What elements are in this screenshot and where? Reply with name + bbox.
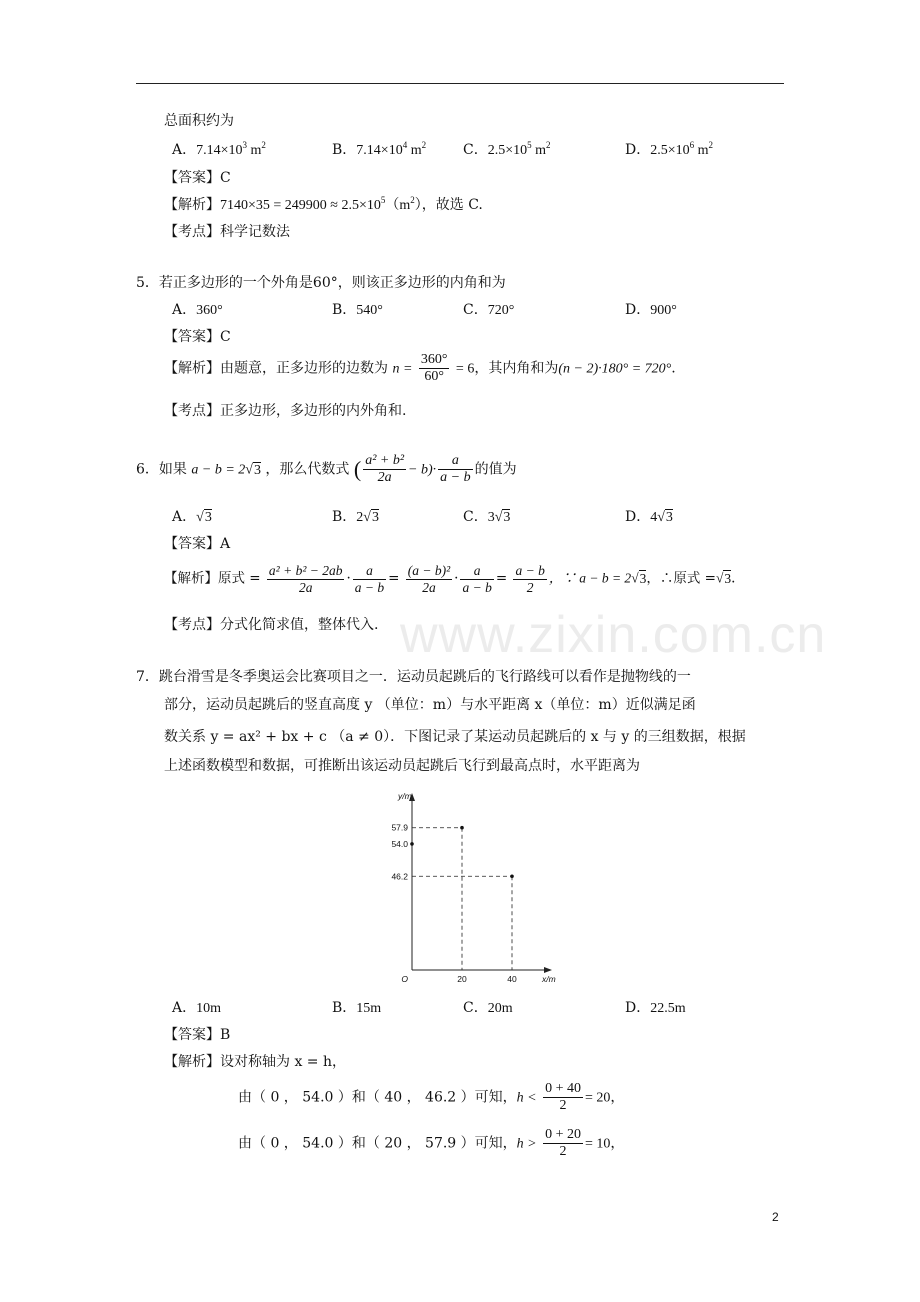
q6-step3: $\frac{\text{(a − b)²}}{2a}$: [407, 563, 451, 595]
q7-option-c: C．20m: [463, 1000, 513, 1016]
x-axis-arrow: [544, 967, 552, 973]
q5-knowledge-point: 【考点】正多边形，多边形的内外角和.: [164, 403, 407, 419]
q5-stem: 5．若正多边形的一个外角是60°，则该正多边形的内角和为: [136, 275, 506, 291]
q7-answer: 【答案】B: [164, 1027, 231, 1043]
q4-analysis: 【解析】$7140\times 35 = 249900 \approx 2.5\times 10^5(m^2)$，故选 C.: [164, 195, 483, 213]
q4-option-c: C．$2.5\times 10^5$ $m^2$: [463, 140, 551, 158]
header-rule: [136, 83, 784, 84]
q4-option-a: A．$7.14\times 10^3$ $m^2$: [172, 140, 266, 158]
q7-chart: [360, 785, 570, 985]
data-point: [460, 826, 464, 830]
q6-analysis: 【解析】原式 = $\frac{\text{a² + b² − 2ab}}{2a}$ · $\frac{a}{a - b}$ = $\frac{\text{(a − b)²}}{2a}$ · $\frac{a}{a - b}$ = $\frac{a - b}{2}$ ，∵ a − b = 2√3，∴原式 =√3.: [164, 563, 736, 595]
q4-option-b: B．$7.14\times 10^4$ $m^2$: [332, 140, 427, 158]
x-tick-label: 20: [457, 974, 467, 984]
q5-answer: 【答案】C: [164, 329, 231, 345]
q4-knowledge-point: 【考点】科学记数法: [164, 224, 290, 240]
data-point: [410, 842, 414, 846]
q5-option-a: A．360°: [172, 302, 223, 318]
chart-labels: [391, 791, 555, 984]
watermark: www.zixin.com.cn: [400, 606, 827, 664]
y-axis-label: y/m: [398, 791, 412, 801]
q4-stem-tail: 总面积约为: [164, 113, 234, 129]
y-tick-label: 57.9: [391, 822, 408, 833]
origin-label: O: [401, 974, 408, 984]
q7-step-2: 由（ 0 ， 54.0 ）和（ 20 ， 57.9 ）可知，h > $\frac{0 + 20}{2}$ = 10，: [238, 1127, 625, 1160]
q6-option-d: D．4√3: [625, 509, 673, 525]
chart-guides: [412, 828, 512, 970]
q7-step1-fraction: $\frac{0 + 40}{2}$: [545, 1081, 581, 1114]
y-tick-label: 54.0: [391, 838, 408, 849]
q7-line-1: 7．跳台滑雪是冬季奥运会比赛项目之一．运动员起跳后的飞行路线可以看作是抛物线的一: [136, 669, 691, 685]
q4-option-d: D．$2.5\times 10^6$ $m^2$: [625, 140, 714, 158]
q7-step2-fraction: $\frac{0 + 20}{2}$: [545, 1127, 581, 1160]
y-tick-label: 46.2: [391, 871, 408, 882]
q7-line-2: 部分，运动员起跳后的竖直高度 y （单位：m）与水平距离 x（单位：m）近似满足函: [164, 697, 696, 713]
q6-option-c: C．3√3: [463, 509, 511, 525]
q4-answer: 【答案】C: [164, 170, 231, 186]
q6-step5: $\frac{a - b}{2}$: [515, 563, 545, 595]
x-axis-label: x/m: [542, 974, 556, 984]
q7-option-d: D．22.5m: [625, 1000, 686, 1016]
q5-option-b: B．540°: [332, 302, 383, 318]
q6-option-a: A．√3: [172, 509, 212, 525]
q7-step-1: 由（ 0 ， 54.0 ）和（ 40 ， 46.2 ）可知，h < $\frac{0 + 40}{2}$ = 20，: [238, 1081, 625, 1114]
chart-axes: [409, 793, 552, 973]
q7-line-3: 数关系 y = ax² + bx + c （a ≠ 0）．下图记录了某运动员起跳后的 x 与 y 的三组数据，根据: [164, 729, 746, 745]
q6-stem: 6．如果 a − b = 2√3 ，那么代数式 ( $\frac{\text{a² + b²}}{2a}$ − b)· $\frac{a}{a - b}$ 的值为: [136, 453, 517, 486]
q6-answer: 【答案】A: [164, 536, 231, 552]
q6-knowledge-point: 【考点】分式化简求值，整体代入.: [164, 617, 379, 633]
q5-analysis: 【解析】由题意，正多边形的边数为 n = $\frac{360^\circ}{60^\circ}$ = 6，其内角和为(n − 2)·180° = 720°.: [164, 352, 676, 385]
q7-option-a: A．10m: [172, 1000, 222, 1016]
q6-step2: $\frac{a}{a - b}$: [354, 563, 385, 595]
q6-option-b: B．2√3: [332, 509, 379, 525]
q6-step1: $\frac{\text{a² + b² − 2ab}}{2a}$: [268, 563, 343, 595]
q7-analysis: 【解析】设对称轴为 x = h，: [164, 1054, 346, 1070]
q6-fraction-2: $\frac{a}{a - b}$: [440, 453, 471, 486]
page-number: 2: [772, 1210, 779, 1224]
x-tick-label: 40: [507, 974, 517, 984]
q7-line-4: 上述函数模型和数据，可推断出该运动员起跳后飞行到最高点时，水平距离为: [164, 758, 640, 774]
q7-option-b: B．15m: [332, 1000, 382, 1016]
q5-option-c: C．720°: [463, 302, 515, 318]
q6-step4: $\frac{a}{a - b}$: [462, 563, 492, 595]
data-point: [510, 874, 514, 878]
q5-fraction: $\frac{360^\circ}{60^\circ}$: [420, 352, 448, 385]
q5-option-d: D．900°: [625, 302, 677, 318]
q6-fraction-1: $\frac{\text{a² + b²}}{2a}$: [365, 453, 405, 486]
